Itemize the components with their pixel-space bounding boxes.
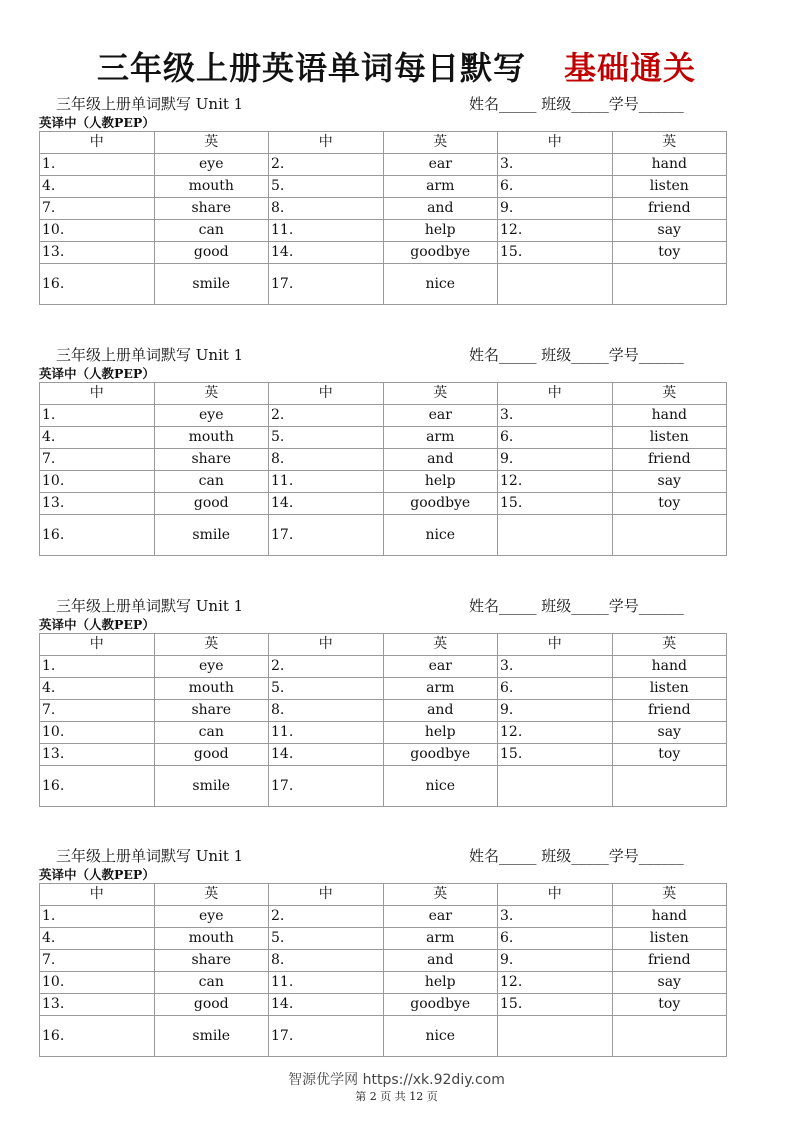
english-word: smile <box>154 515 269 556</box>
english-word: good <box>154 493 269 515</box>
english-word: good <box>154 242 269 264</box>
table-row <box>40 950 727 972</box>
english-word: ear <box>383 906 498 928</box>
table-row <box>40 700 727 722</box>
table-row <box>40 678 727 700</box>
page-title <box>0 38 793 94</box>
english-word <box>612 1016 727 1057</box>
answer-cell[interactable]: 4. <box>40 427 155 449</box>
answer-cell[interactable] <box>498 1016 613 1057</box>
answer-cell[interactable]: 14. <box>269 493 384 515</box>
english-word: and <box>383 950 498 972</box>
answer-cell[interactable]: 9. <box>498 700 613 722</box>
answer-cell[interactable]: 8. <box>269 198 384 220</box>
english-word: goodbye <box>383 994 498 1016</box>
answer-cell[interactable]: 7. <box>40 700 155 722</box>
table-header-row <box>40 884 727 906</box>
table-header-row <box>40 132 727 154</box>
table-row <box>40 906 727 928</box>
unit-title: 三年级上册单词默写 Unit 1 <box>56 346 244 364</box>
answer-cell[interactable]: 3. <box>498 154 613 176</box>
worksheet-section-3 <box>39 595 729 807</box>
answer-cell[interactable]: 2. <box>269 906 384 928</box>
table-row <box>40 1016 727 1057</box>
answer-cell[interactable]: 16. <box>40 264 155 305</box>
english-word: goodbye <box>383 744 498 766</box>
english-word: can <box>154 220 269 242</box>
answer-cell[interactable]: 15. <box>498 744 613 766</box>
column-header: 中 <box>40 383 155 405</box>
english-word: listen <box>612 427 727 449</box>
answer-cell[interactable]: 11. <box>269 972 384 994</box>
column-header: 中 <box>40 132 155 154</box>
answer-cell[interactable] <box>498 264 613 305</box>
answer-cell[interactable]: 5. <box>269 427 384 449</box>
english-word: eye <box>154 405 269 427</box>
english-word: arm <box>383 427 498 449</box>
english-word: nice <box>383 264 498 305</box>
english-word: hand <box>612 154 727 176</box>
english-word: mouth <box>154 928 269 950</box>
answer-cell[interactable]: 11. <box>269 722 384 744</box>
table-row <box>40 405 727 427</box>
answer-cell[interactable]: 13. <box>40 994 155 1016</box>
column-header: 英 <box>612 132 727 154</box>
english-word: listen <box>612 678 727 700</box>
english-word: hand <box>612 656 727 678</box>
english-word: help <box>383 471 498 493</box>
column-header: 英 <box>612 634 727 656</box>
answer-cell[interactable]: 17. <box>269 766 384 807</box>
answer-cell[interactable]: 3. <box>498 656 613 678</box>
column-header: 英 <box>154 383 269 405</box>
column-header: 英 <box>612 383 727 405</box>
column-header: 中 <box>498 383 613 405</box>
column-header: 中 <box>498 884 613 906</box>
english-word: share <box>154 700 269 722</box>
column-header: 英 <box>383 634 498 656</box>
english-word: nice <box>383 515 498 556</box>
answer-cell[interactable]: 9. <box>498 449 613 471</box>
table-row <box>40 493 727 515</box>
student-info-fields: 姓名_____ 班级_____学号______ <box>469 597 684 615</box>
answer-cell[interactable]: 9. <box>498 950 613 972</box>
vocabulary-table <box>39 382 727 556</box>
english-word: arm <box>383 928 498 950</box>
english-word: say <box>612 220 727 242</box>
answer-cell[interactable]: 12. <box>498 972 613 994</box>
column-header: 英 <box>383 132 498 154</box>
english-word: goodbye <box>383 493 498 515</box>
answer-cell[interactable]: 16. <box>40 766 155 807</box>
answer-cell[interactable]: 15. <box>498 242 613 264</box>
answer-cell[interactable]: 8. <box>269 700 384 722</box>
answer-cell[interactable]: 10. <box>40 471 155 493</box>
answer-cell[interactable]: 15. <box>498 994 613 1016</box>
answer-cell[interactable]: 8. <box>269 449 384 471</box>
english-word: say <box>612 471 727 493</box>
answer-cell[interactable]: 1. <box>40 154 155 176</box>
table-row <box>40 471 727 493</box>
english-word: friend <box>612 449 727 471</box>
answer-cell[interactable]: 7. <box>40 449 155 471</box>
answer-cell[interactable]: 14. <box>269 242 384 264</box>
title-accent: 基础通关 <box>564 49 697 87</box>
column-header: 中 <box>269 884 384 906</box>
answer-cell[interactable]: 17. <box>269 515 384 556</box>
answer-cell[interactable]: 8. <box>269 950 384 972</box>
english-word: friend <box>612 950 727 972</box>
answer-cell[interactable]: 13. <box>40 242 155 264</box>
english-word: toy <box>612 242 727 264</box>
section-header <box>39 845 729 865</box>
english-word: and <box>383 449 498 471</box>
column-header: 中 <box>269 634 384 656</box>
answer-cell[interactable] <box>498 515 613 556</box>
table-row <box>40 722 727 744</box>
column-header: 中 <box>269 132 384 154</box>
table-row <box>40 972 727 994</box>
student-info-fields: 姓名_____ 班级_____学号______ <box>469 847 684 865</box>
english-word: can <box>154 471 269 493</box>
answer-cell[interactable]: 9. <box>498 198 613 220</box>
english-word <box>612 766 727 807</box>
column-header: 英 <box>154 634 269 656</box>
english-word: can <box>154 972 269 994</box>
column-header: 英 <box>383 884 498 906</box>
section-subtitle: 英译中（人教PEP） <box>39 617 155 632</box>
section-header <box>39 93 729 113</box>
answer-cell[interactable]: 4. <box>40 928 155 950</box>
answer-cell[interactable]: 14. <box>269 994 384 1016</box>
answer-cell[interactable]: 4. <box>40 176 155 198</box>
english-word: can <box>154 722 269 744</box>
section-header <box>39 595 729 615</box>
answer-cell[interactable] <box>498 766 613 807</box>
answer-cell[interactable]: 5. <box>269 678 384 700</box>
english-word: eye <box>154 154 269 176</box>
title-main: 三年级上册英语单词每日默写 <box>96 49 526 87</box>
table-row <box>40 220 727 242</box>
column-header: 中 <box>498 132 613 154</box>
section-subtitle: 英译中（人教PEP） <box>39 115 155 130</box>
footer-page-number: 第 2 页 共 12 页 <box>355 1090 438 1103</box>
answer-cell[interactable]: 10. <box>40 220 155 242</box>
table-row <box>40 449 727 471</box>
worksheet-section-2 <box>39 344 729 556</box>
english-word: help <box>383 220 498 242</box>
answer-cell[interactable]: 7. <box>40 198 155 220</box>
answer-cell[interactable]: 16. <box>40 1016 155 1057</box>
student-info-fields: 姓名_____ 班级_____学号______ <box>469 95 684 113</box>
table-row <box>40 242 727 264</box>
vocabulary-table <box>39 883 727 1057</box>
column-header: 中 <box>40 634 155 656</box>
english-word: hand <box>612 405 727 427</box>
answer-cell[interactable]: 6. <box>498 427 613 449</box>
english-word: friend <box>612 198 727 220</box>
answer-cell[interactable]: 6. <box>498 678 613 700</box>
section-header <box>39 344 729 364</box>
english-word: friend <box>612 700 727 722</box>
english-word: ear <box>383 154 498 176</box>
answer-cell[interactable]: 13. <box>40 744 155 766</box>
answer-cell[interactable]: 6. <box>498 176 613 198</box>
english-word: ear <box>383 656 498 678</box>
unit-title: 三年级上册单词默写 Unit 1 <box>56 597 244 615</box>
answer-cell[interactable]: 12. <box>498 722 613 744</box>
column-header: 英 <box>612 884 727 906</box>
english-word: help <box>383 722 498 744</box>
footer-site: 智源优学网 https://xk.92diy.com <box>288 1072 505 1088</box>
english-word: hand <box>612 906 727 928</box>
worksheet-section-4 <box>39 845 729 1057</box>
english-word: eye <box>154 906 269 928</box>
table-header-row <box>40 383 727 405</box>
unit-title: 三年级上册单词默写 Unit 1 <box>56 95 244 113</box>
english-word: mouth <box>154 176 269 198</box>
english-word: good <box>154 994 269 1016</box>
table-row <box>40 656 727 678</box>
answer-cell[interactable]: 12. <box>498 220 613 242</box>
english-word: listen <box>612 176 727 198</box>
english-word: good <box>154 744 269 766</box>
english-word: and <box>383 198 498 220</box>
vocabulary-table <box>39 633 727 807</box>
column-header: 英 <box>383 383 498 405</box>
english-word: toy <box>612 994 727 1016</box>
answer-cell[interactable]: 7. <box>40 950 155 972</box>
answer-cell[interactable]: 1. <box>40 656 155 678</box>
answer-cell[interactable]: 11. <box>269 471 384 493</box>
english-word: nice <box>383 1016 498 1057</box>
answer-cell[interactable]: 11. <box>269 220 384 242</box>
english-word: share <box>154 950 269 972</box>
answer-cell[interactable]: 1. <box>40 405 155 427</box>
answer-cell[interactable]: 2. <box>269 656 384 678</box>
answer-cell[interactable]: 12. <box>498 471 613 493</box>
answer-cell[interactable]: 4. <box>40 678 155 700</box>
english-word: smile <box>154 766 269 807</box>
section-subtitle: 英译中（人教PEP） <box>39 867 155 882</box>
worksheet-section-1 <box>39 93 729 305</box>
vocabulary-table <box>39 131 727 305</box>
english-word: say <box>612 722 727 744</box>
answer-cell[interactable]: 13. <box>40 493 155 515</box>
english-word: arm <box>383 176 498 198</box>
english-word: eye <box>154 656 269 678</box>
table-row <box>40 515 727 556</box>
column-header: 中 <box>40 884 155 906</box>
answer-cell[interactable]: 2. <box>269 154 384 176</box>
english-word: toy <box>612 493 727 515</box>
section-subtitle: 英译中（人教PEP） <box>39 366 155 381</box>
table-row <box>40 427 727 449</box>
table-row <box>40 994 727 1016</box>
answer-cell[interactable]: 17. <box>269 264 384 305</box>
english-word: listen <box>612 928 727 950</box>
table-row <box>40 176 727 198</box>
english-word: smile <box>154 264 269 305</box>
answer-cell[interactable]: 3. <box>498 906 613 928</box>
answer-cell[interactable]: 16. <box>40 515 155 556</box>
english-word: toy <box>612 744 727 766</box>
table-header-row <box>40 634 727 656</box>
answer-cell[interactable]: 3. <box>498 405 613 427</box>
table-row <box>40 766 727 807</box>
table-row <box>40 264 727 305</box>
english-word: arm <box>383 678 498 700</box>
english-word: say <box>612 972 727 994</box>
column-header: 中 <box>269 383 384 405</box>
table-row <box>40 154 727 176</box>
english-word: help <box>383 972 498 994</box>
answer-cell[interactable]: 6. <box>498 928 613 950</box>
column-header: 英 <box>154 884 269 906</box>
table-row <box>40 744 727 766</box>
student-info-fields: 姓名_____ 班级_____学号______ <box>469 346 684 364</box>
english-word: ear <box>383 405 498 427</box>
answer-cell[interactable]: 10. <box>40 972 155 994</box>
answer-cell[interactable]: 2. <box>269 405 384 427</box>
answer-cell[interactable]: 17. <box>269 1016 384 1057</box>
english-word: nice <box>383 766 498 807</box>
english-word: goodbye <box>383 242 498 264</box>
answer-cell[interactable]: 14. <box>269 744 384 766</box>
english-word <box>612 515 727 556</box>
column-header: 中 <box>498 634 613 656</box>
english-word: mouth <box>154 427 269 449</box>
table-row <box>40 198 727 220</box>
answer-cell[interactable]: 10. <box>40 722 155 744</box>
column-header: 英 <box>154 132 269 154</box>
english-word: share <box>154 198 269 220</box>
answer-cell[interactable]: 15. <box>498 493 613 515</box>
english-word: smile <box>154 1016 269 1057</box>
english-word: and <box>383 700 498 722</box>
table-row <box>40 928 727 950</box>
english-word <box>612 264 727 305</box>
unit-title: 三年级上册单词默写 Unit 1 <box>56 847 244 865</box>
answer-cell[interactable]: 5. <box>269 176 384 198</box>
english-word: mouth <box>154 678 269 700</box>
answer-cell[interactable]: 1. <box>40 906 155 928</box>
english-word: share <box>154 449 269 471</box>
answer-cell[interactable]: 5. <box>269 928 384 950</box>
